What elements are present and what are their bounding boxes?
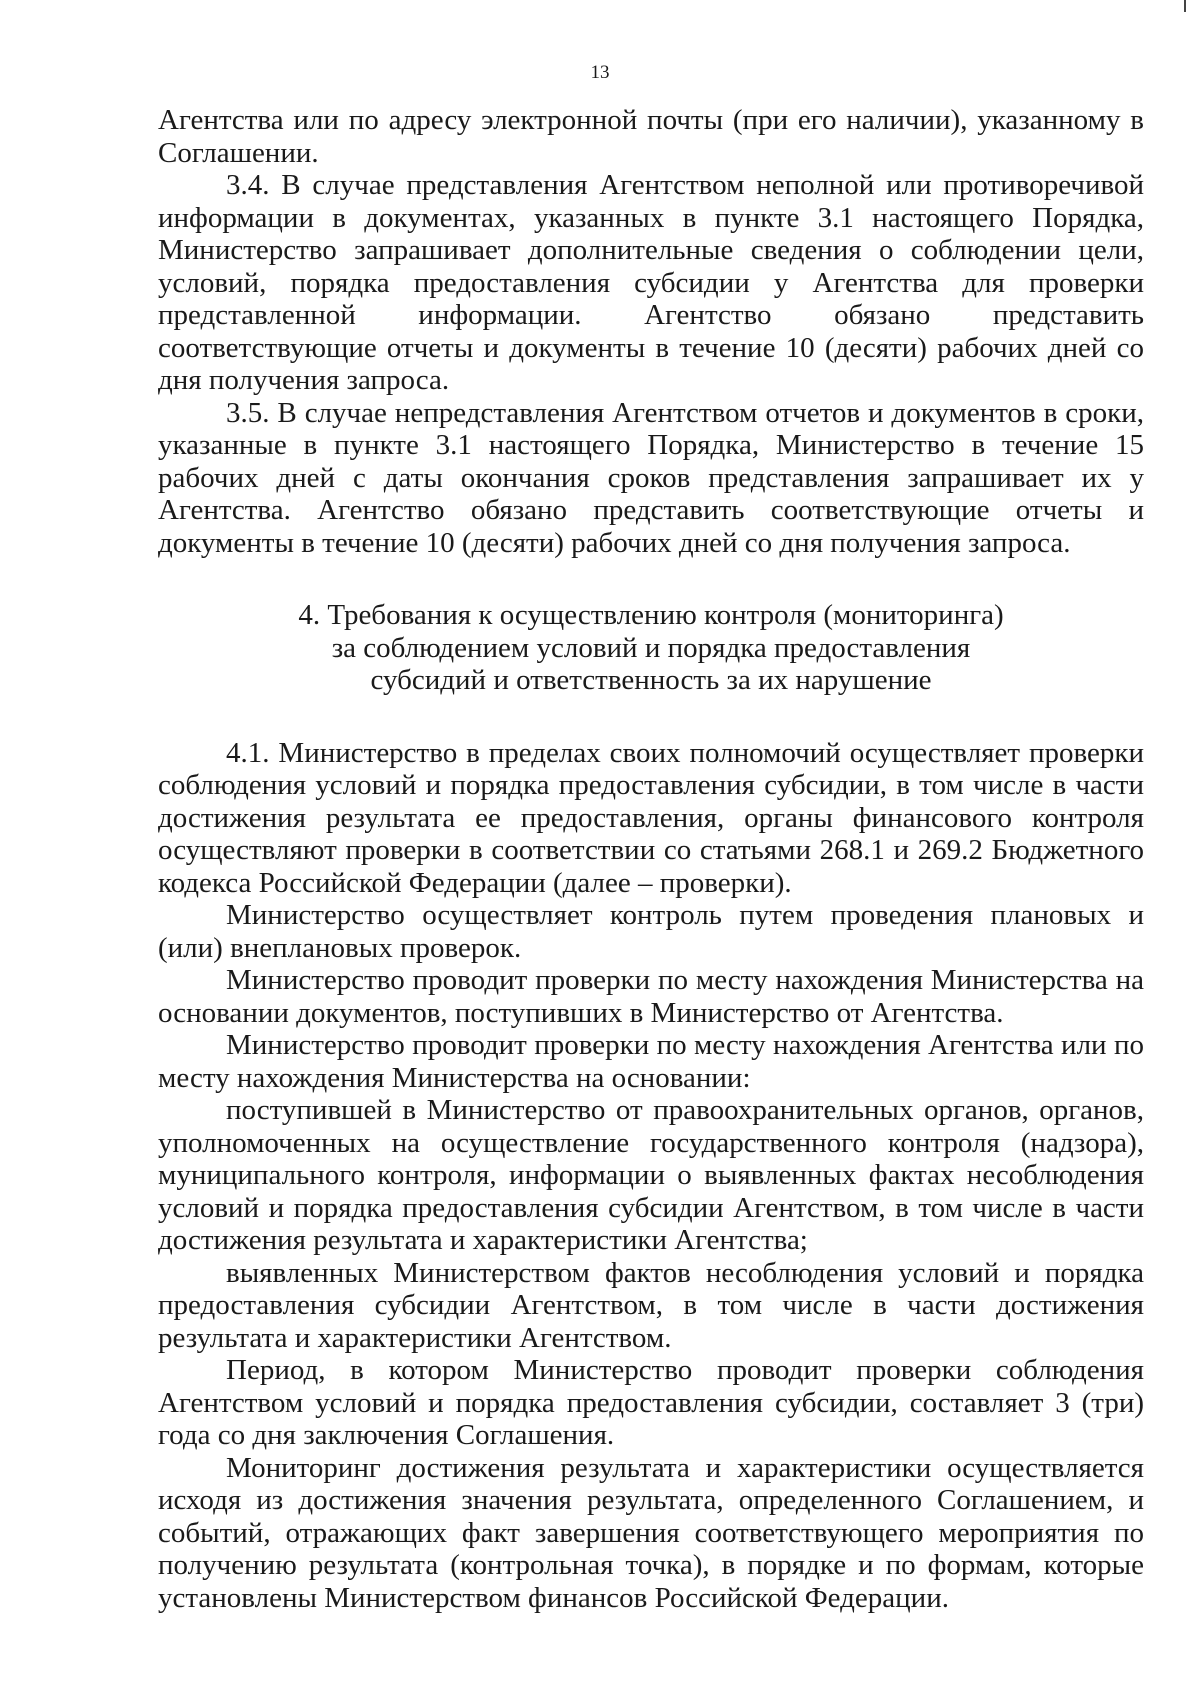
section-heading <box>158 599 1144 697</box>
paragraph-basis-external-info: поступившей в Министерство от правоохранительных органов, органов, уполномоченных на осуществление государственного контроля (надзора), муниципального контроля, информации о выявленных фактах несоблюдения условий и порядка предоставления субсидии Агентством, в том числе в части достижения результата и характеристики Агентства; <box>158 1094 1144 1256</box>
scan-corner-mark <box>1184 0 1186 12</box>
paragraph-control-method: Министерство осуществляет контроль путем проведения плановых и (или) внеплановых проверок. <box>158 899 1144 964</box>
paragraph-continuation: Агентства или по адресу электронной почты (при его наличии), указанному в Соглашении. <box>158 104 1144 169</box>
paragraph-monitoring: Мониторинг достижения результата и характеристики осуществляется исходя из достижения значения результата, определенного Соглашением, и событий, отражающих факт завершения соответствующего мероприятия по получению результата (контрольная точка), в порядке и по формам, которые установлены Министерством финансов Российской Федерации. <box>158 1451 1144 1614</box>
paragraph-basis-identified-facts: выявленных Министерством фактов несоблюдения условий и порядка предоставления субсидии Агентством, в том числе в части достижения результата и характеристики Агентством. <box>158 1256 1144 1354</box>
paragraph-onsite-checks: Министерство проводит проверки по месту нахождения Агентства или по месту нахождения Министерства на основании: <box>158 1029 1144 1094</box>
section-heading-line: 4. Требования к осуществлению контроля (мониторинга) <box>298 599 1004 631</box>
section-heading-line: субсидий и ответственность за их нарушение <box>370 664 932 696</box>
section-heading-line: за соблюдением условий и порядка предоставления <box>331 631 971 664</box>
paragraph-3-4: 3.4. В случае представления Агентством неполной или противоречивой информации в документах, указанных в пункте 3.1 настоящего Порядка, Министерство запрашивает дополнительные сведения о соблюдении цели, условий, порядка предоставления субсидии у Агентства для проверки представленной информации. Агентство обязано представить соответствующие отчеты и документы в течение 10 (десяти) рабочих дней со дня получения запроса. <box>158 169 1144 396</box>
document-body <box>158 104 1144 1614</box>
paragraph-4-1: 4.1. Министерство в пределах своих полномочий осуществляет проверки соблюдения условий и порядка предоставления субсидии, в том числе в части достижения результата ее предоставления, органы финансового контроля осуществляют проверки в соответствии со статьями 268.1 и 269.2 Бюджетного кодекса Российской Федерации (далее – проверки). <box>158 736 1144 899</box>
page-number: 13 <box>590 62 610 83</box>
paragraph-documentary-checks: Министерство проводит проверки по месту нахождения Министерства на основании документов, поступивших в Министерство от Агентства. <box>158 964 1144 1029</box>
paragraph-check-period: Период, в котором Министерство проводит проверки соблюдения Агентством условий и порядка предоставления субсидии, составляет 3 (три) года со дня заключения Соглашения. <box>158 1354 1144 1451</box>
paragraph-3-5: 3.5. В случае непредставления Агентством отчетов и документов в сроки, указанные в пункте 3.1 настоящего Порядка, Министерство в течение 15 рабочих дней с даты окончания сроков представления запрашивает их у Агентства. Агентство обязано представить соответствующие отчеты и документы в течение 10 (десяти) рабочих дней со дня получения запроса. <box>158 396 1144 559</box>
